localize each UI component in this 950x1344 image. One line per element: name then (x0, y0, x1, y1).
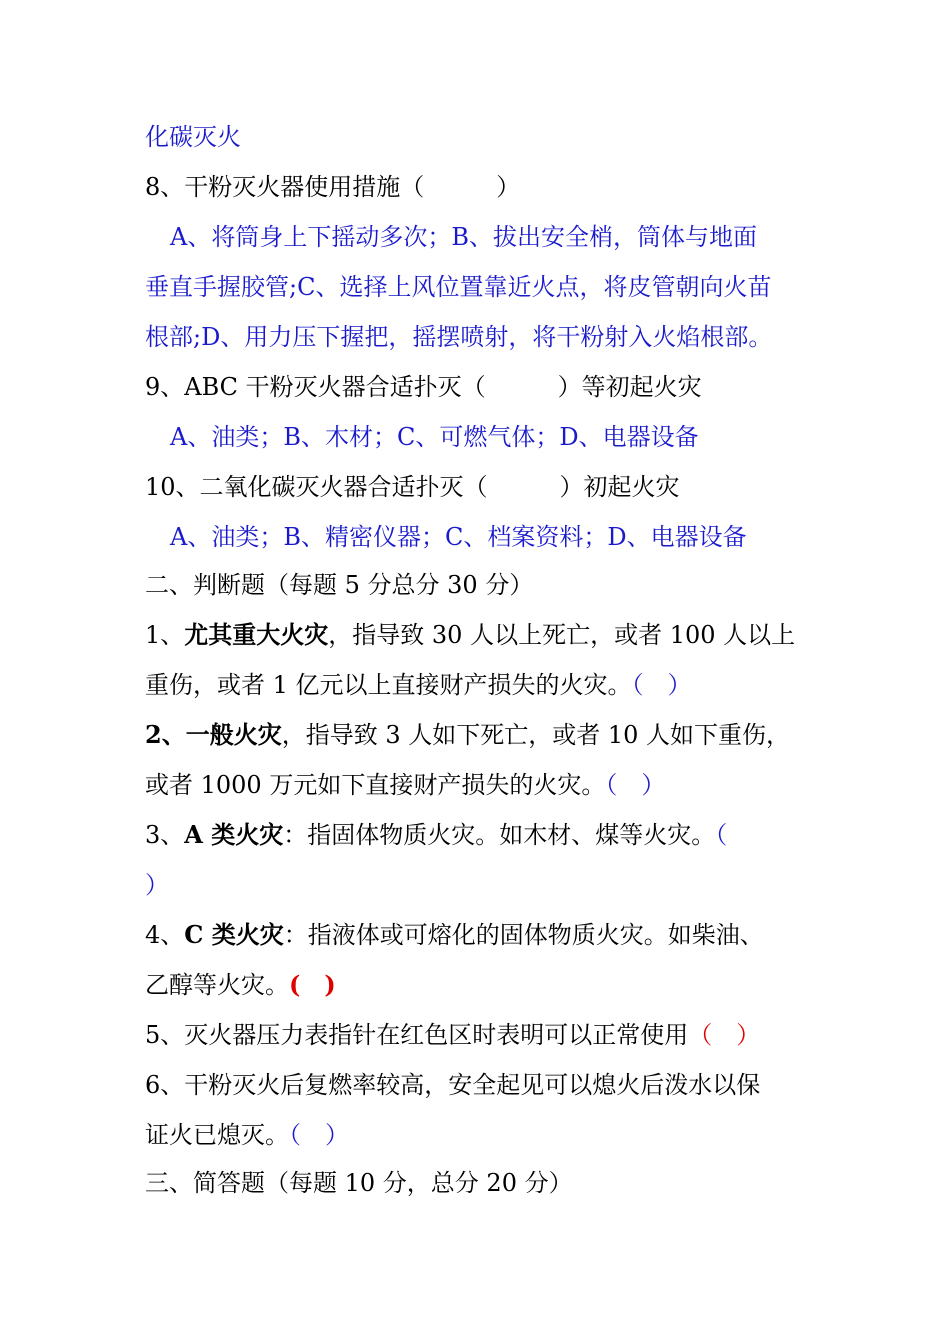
judgement-3-text: ：指固体物质火灾。如木材、煤等火灾。 (283, 821, 716, 849)
judgement-4-number: 4、 (145, 921, 185, 949)
judgement-1-line-2 (145, 670, 692, 700)
judgement-1-term: 尤其重大火灾 (184, 620, 329, 649)
judgement-2-line-1 (145, 720, 790, 750)
question-8: 8、干粉灭火器使用措施（ ） (145, 173, 521, 201)
judgement-2-line-2 (145, 770, 665, 800)
judgement-4-line-2 (145, 970, 336, 1000)
judgement-5-text: 5、灭火器压力表指针在红色区时表明可以正常使用 (145, 1021, 689, 1049)
judgement-2-text: ，指导致 3 人如下死亡，或者 10 人如下重伤， (281, 721, 791, 749)
answer-blank: （ ） (289, 1121, 349, 1149)
judgement-3-term: A 类火灾 (184, 820, 284, 849)
answer-blank: （ ） (631, 671, 692, 699)
section-heading-judgement: 二、判断题（每题 5 分总分 30 分） (145, 571, 534, 599)
judgement-2-text-cont: 或者 1000 万元如下直接财产损失的火灾。 (145, 771, 606, 799)
section-heading-short-answer: 三、简答题（每题 10 分，总分 20 分） (145, 1169, 573, 1197)
question-9-options: A、油类；B、木材；C、可燃气体；D、电器设备 (170, 423, 699, 451)
judgement-4-term: C 类火灾 (184, 920, 284, 949)
answer-blank: （ ） (605, 771, 666, 799)
question-10-options: A、油类；B、精密仪器；C、档案资料；D、电器设备 (170, 523, 747, 551)
answer-blank-close: ） (145, 871, 169, 899)
judgement-3-number: 3、 (145, 821, 185, 849)
judgement-6-text-cont: 证火已熄灭。 (145, 1121, 289, 1149)
question-8-options-line-2: 垂直手握胶管;C、选择上风位置靠近火点，将皮管朝向火苗 (145, 273, 772, 301)
judgement-4-line-1 (145, 920, 764, 950)
answer-blank-open: （ (715, 821, 728, 849)
judgement-1-line-1 (145, 620, 795, 650)
judgement-6-line-2 (145, 1120, 349, 1150)
option-text-line: 化碳灭火 (145, 123, 241, 151)
judgement-3-line-1 (145, 820, 727, 850)
question-10: 10、二氧化碳灭火器合适扑灭（ ）初起火灾 (145, 473, 680, 501)
answer-blank: （ ） (688, 1021, 761, 1049)
question-8-options-line-3: 根部;D、用力压下握把，摇摆喷射，将干粉射入火焰根部。 (145, 323, 773, 351)
judgement-6-line-1: 6、干粉灭火后复燃率较高，安全起见可以熄火后泼水以保 (145, 1071, 761, 1099)
judgement-2-term: 2、一般火灾 (145, 720, 282, 749)
judgement-1-text-cont: 重伤，或者 1 亿元以上直接财产损失的火灾。 (145, 671, 632, 699)
judgement-4-text-cont: 乙醇等火灾。 (145, 971, 289, 999)
judgement-5 (145, 1020, 760, 1050)
answer-blank: ( ) (289, 970, 336, 999)
judgement-1-text: ，指导致 30 人以上死亡，或者 100 人以上 (328, 621, 796, 649)
judgement-1-number: 1、 (145, 621, 185, 649)
question-9: 9、ABC 干粉灭火器合适扑灭（ ）等初起火灾 (145, 373, 702, 401)
judgement-4-text: ：指液体或可熔化的固体物质火灾。如柴油、 (283, 921, 764, 949)
question-8-options-line-1: A、将筒身上下摇动多次；B、拔出安全梢，筒体与地面 (170, 223, 757, 251)
